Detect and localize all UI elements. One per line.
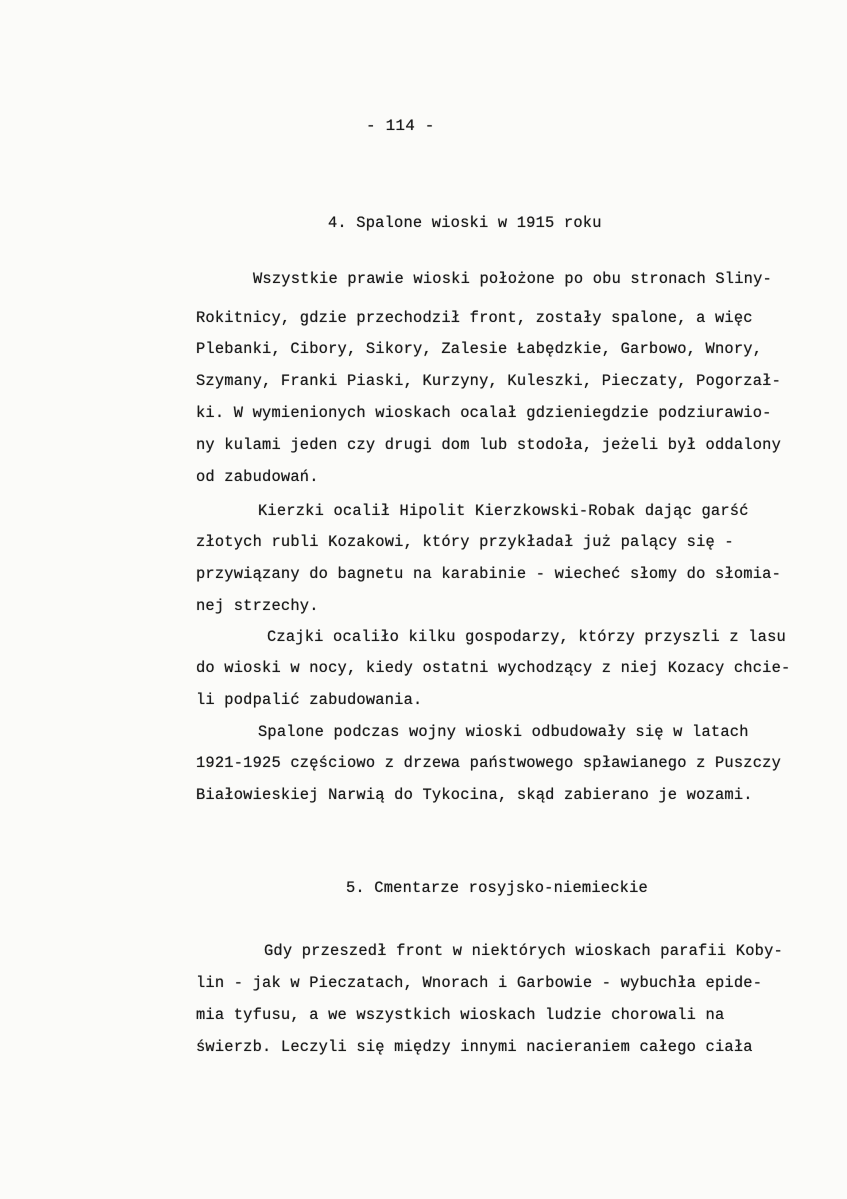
section-4-line: Szymany, Franki Piaski, Kurzyny, Kuleszki, Pieczaty, Pogorzał-: [196, 372, 782, 390]
section-4-line: Spalone podczas wojny wioski odbudowały się w latach: [258, 723, 749, 741]
section-4-line: nej strzechy.: [196, 597, 319, 615]
section-5-heading: 5. Cmentarze rosyjsko-niemieckie: [346, 879, 648, 897]
section-4-line: ny kulami jeden czy drugi dom lub stodoła, jeżeli był oddalony: [196, 436, 782, 454]
section-4-line: Plebanki, Cibory, Sikory, Zalesie Łabędzkie, Garbowo, Wnory,: [196, 340, 763, 358]
section-4-line: ki. W wymienionych wioskach ocalał gdzieniegdzie podziurawio-: [196, 404, 772, 422]
section-4-line: Białowieskiej Narwią do Tykocina, skąd zabierano je wozami.: [196, 786, 753, 804]
section-4-line: 1921-1925 częściowo z drzewa państwowego spławianego z Puszczy: [196, 754, 782, 772]
section-5-line: Gdy przeszedł front w niektórych wioskach parafii Koby-: [264, 942, 783, 960]
section-4-line: Rokitnicy, gdzie przechodził front, zostały spalone, a więc: [196, 309, 753, 327]
section-4-line: Wszystkie prawie wioski położone po obu stronach Sliny-: [253, 270, 772, 288]
section-5-line: świerzb. Leczyli się między innymi nacieraniem całego ciała: [196, 1038, 753, 1056]
section-5-line: lin - jak w Pieczatach, Wnorach i Garbowie - wybuchła epide-: [196, 974, 763, 992]
section-4-line: złotych rubli Kozakowi, który przykładał już palący się -: [196, 533, 734, 551]
section-4-line: do wioski w nocy, kiedy ostatni wychodzący z niej Kozacy chcie-: [196, 659, 791, 677]
section-4-heading: 4. Spalone wioski w 1915 roku: [328, 214, 602, 232]
section-4-line: przywiązany do bagnetu na karabinie - wiecheć słomy do słomia-: [196, 565, 782, 583]
section-5-line: mia tyfusu, a we wszystkich wioskach ludzie chorowali na: [196, 1006, 725, 1024]
section-4-line: Czajki ocaliło kilku gospodarzy, którzy przyszli z lasu: [267, 628, 786, 646]
section-4-line: od zabudowań.: [196, 468, 319, 486]
section-4-line: Kierzki ocalił Hipolit Kierzkowski-Robak dając garść: [258, 502, 749, 520]
section-4-line: li podpalić zabudowania.: [196, 691, 423, 709]
page-number: - 114 -: [366, 117, 435, 135]
